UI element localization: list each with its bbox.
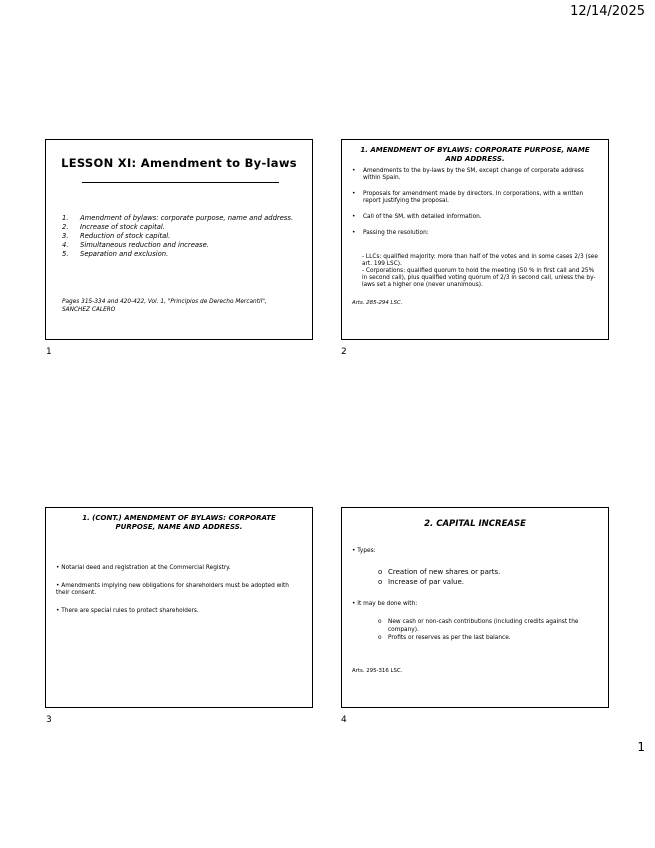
slide-number: 2 <box>341 347 347 357</box>
list-item: • Amendments to the by-laws by the SM, except change of corporate address within Spain. <box>352 168 584 181</box>
slide-number: 1 <box>46 347 52 357</box>
print-date: 12/14/2025 <box>570 4 645 19</box>
list-item: • Passing the resolution: <box>352 230 429 236</box>
paragraph: • There are special rules to protect shareholders. <box>56 607 199 614</box>
types-list <box>378 567 598 587</box>
page-number: 1 <box>637 740 645 754</box>
slide-number: 4 <box>341 715 347 725</box>
slide-title: 1. (CONT.) AMENDMENT OF BYLAWS: CORPORATE PURPOSE, NAME AND ADDRESS. <box>82 514 276 531</box>
list-item: 2. Increase of stock capital. <box>62 223 165 231</box>
slide-title: LESSON XI: Amendment to By-laws <box>61 156 297 170</box>
slide-title: 1. AMENDMENT OF BYLAWS: CORPORATE PURPOSE, NAME AND ADDRESS. <box>360 146 590 163</box>
articles-reference: Arts. 295-316 LSC. <box>352 668 403 674</box>
bullet-list <box>352 168 600 246</box>
sub-item: - LLCs: qualified majority: more than half of the votes and in some cases 2/3 (see art. 199 LSC). <box>362 254 598 267</box>
paragraph: • Notarial deed and registration at the Commercial Registry. <box>56 565 231 571</box>
paragraph: • Amendments implying new obligations for shareholders must be adopted with their consent. <box>56 582 289 596</box>
methods-list <box>378 618 600 642</box>
slide-4 <box>341 507 609 708</box>
methods-label: • It may be done with: <box>352 601 418 607</box>
list-item: 4. Simultaneous reduction and increase. <box>62 241 209 249</box>
slide-number: 3 <box>46 715 52 725</box>
list-item: • Call of the SM, with detailed information. <box>352 214 482 220</box>
sub-item: - Corporations: qualified quorum to hold the meeting (50 % in first call and 25% in second call), plus qualified voting quorum of 2/3 in second call, unless the by-laws set a higher one (never unanimous). <box>362 268 596 288</box>
list-item: 3. Reduction of stock capital. <box>62 232 171 240</box>
slide-2 <box>341 139 609 340</box>
topic-list <box>62 214 294 259</box>
list-item: 5. Separation and exclusion. <box>62 250 169 258</box>
slide-3 <box>45 507 313 708</box>
articles-reference: Arts. 285-294 LSC. <box>352 300 403 306</box>
list-item: o Profits or reserves as per the last balance. <box>378 635 511 641</box>
list-item: o Increase of par value. <box>378 578 465 586</box>
slide-1 <box>45 139 313 340</box>
list-item: 1. Amendment of bylaws: corporate purpose, name and address. <box>62 214 294 222</box>
list-item: o New cash or non-cash contributions (including credits against the company). <box>378 619 579 633</box>
title-underline <box>82 182 279 183</box>
list-item: • Proposals for amendment made by directors. In corporations, with a written report justifying the proposal. <box>352 191 584 204</box>
list-item: o Creation of new shares or parts. <box>378 568 501 576</box>
slide-title: 2. CAPITAL INCREASE <box>424 519 526 529</box>
types-label: • Types: <box>352 548 376 554</box>
resolution-details <box>362 254 598 289</box>
slide-body <box>56 565 301 625</box>
reference-note: Pages 315-334 and 420-422, Vol. 1, "Principios de Derecho Mercantil", SANCHEZ CALERO <box>62 299 267 313</box>
